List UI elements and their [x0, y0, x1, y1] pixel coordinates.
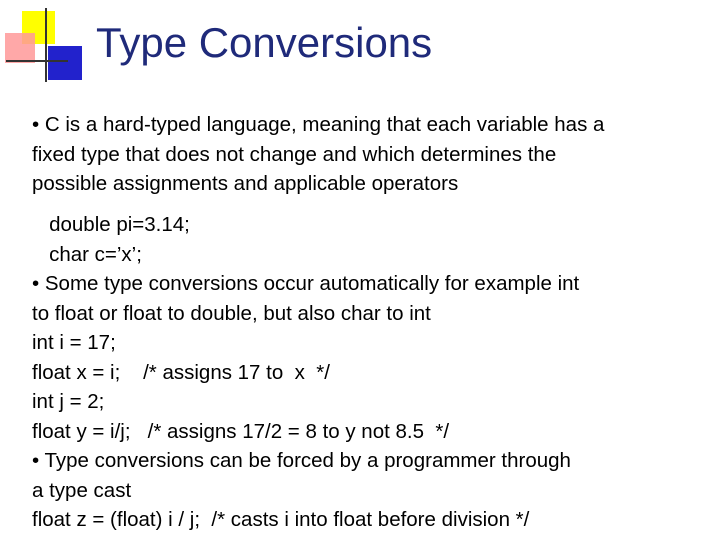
- bullet-forced-conversions-cont: a type cast: [32, 478, 132, 502]
- code-line-float-y: float y = i/j; /* assigns 17/2 = 8 to y not 8.5 */: [32, 419, 450, 443]
- intro-paragraph: [32, 110, 712, 199]
- corner-logo-icon: [0, 0, 100, 90]
- code-line-double: double pi=3.14;: [32, 213, 190, 236]
- logo-horizontal-line: [6, 60, 68, 62]
- intro-line: • C is a hard-typed language, meaning that each variable has a: [32, 113, 605, 136]
- bullet-auto-conversions: • Some type conversions occur automatically for example int: [32, 272, 580, 295]
- logo-pink-square: [5, 33, 35, 63]
- code-line-float-x: float x = i; /* assigns 17 to x */: [32, 360, 330, 384]
- code-line-int-i: int i = 17;: [32, 331, 116, 354]
- logo-blue-square: [48, 46, 82, 80]
- code-line-char: char c=’x’;: [32, 242, 142, 266]
- intro-line: possible assignments and applicable operators: [32, 172, 459, 195]
- code-line-int-j: int j = 2;: [32, 390, 105, 413]
- code-line-float-z: float z = (float) i / j; /* casts i into float before division */: [32, 508, 530, 531]
- body-content: [32, 210, 712, 535]
- bullet-forced-conversions: • Type conversions can be forced by a programmer through: [32, 449, 571, 472]
- intro-line: fixed type that does not change and which determines the: [32, 142, 557, 166]
- bullet-auto-conversions-cont: to float or float to double, but also char to int: [32, 301, 431, 325]
- slide-title: Type Conversions: [96, 19, 433, 66]
- logo-vertical-line: [45, 8, 47, 82]
